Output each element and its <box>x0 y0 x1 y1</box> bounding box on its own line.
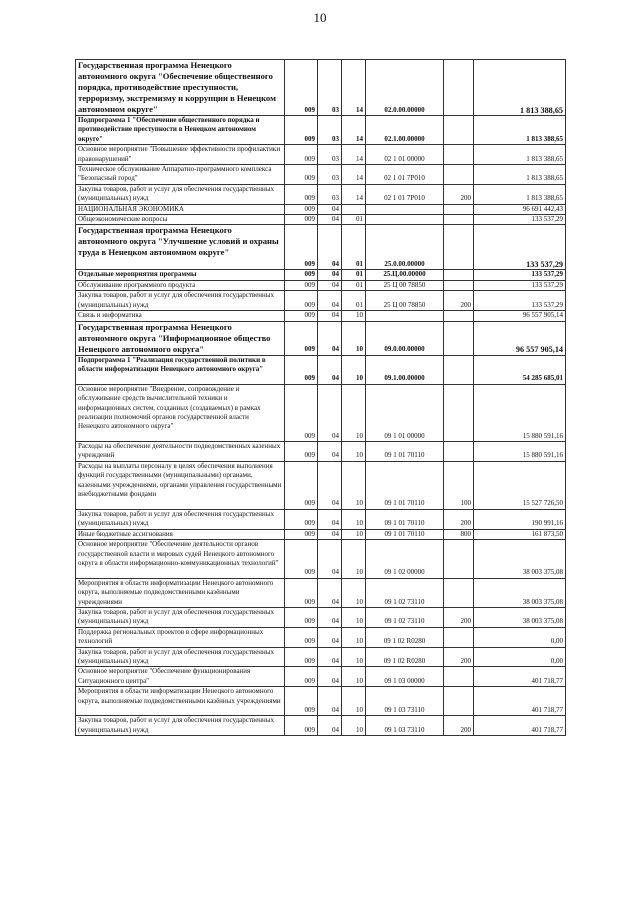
section-code-cell: 04 <box>318 270 342 280</box>
amount-cell: 401 718,77 <box>474 687 566 716</box>
table-row <box>76 627 566 647</box>
section-code-cell: 03 <box>318 60 342 116</box>
table-row <box>76 321 566 355</box>
row-name-cell: Закупка товаров, работ и услуг для обеспечения государственных (муниципальных) нужд <box>76 716 285 736</box>
target-article-cell: 25 Ц 00 78850 <box>366 291 444 311</box>
row-name-cell: Подпрограмма 1 "Реализация государственной политики в области информатизации Ненецкого автономного округа" <box>76 355 285 384</box>
table-row <box>76 184 566 204</box>
section-code-cell: 04 <box>318 540 342 579</box>
section-code-cell: 04 <box>318 578 342 607</box>
target-article-cell <box>366 311 444 321</box>
target-article-cell: 09.1.00.00000 <box>366 355 444 384</box>
amount-cell: 0,00 <box>474 627 566 647</box>
expense-type-cell <box>444 540 474 579</box>
expense-type-cell: 100 <box>444 461 474 509</box>
section-code-cell: 04 <box>318 607 342 627</box>
ministry-code-cell: 009 <box>285 165 318 185</box>
section-code-cell: 04 <box>318 687 342 716</box>
row-name-cell: Отдельные мероприятия программы <box>76 270 285 280</box>
amount-cell: 38 003 375,08 <box>474 578 566 607</box>
amount-cell: 1 813 388,65 <box>474 165 566 185</box>
amount-cell: 1 813 388,65 <box>474 184 566 204</box>
section-code-cell: 04 <box>318 215 342 225</box>
row-name-cell: Связь и информатика <box>76 311 285 321</box>
table-row <box>76 384 566 441</box>
section-code-cell: 04 <box>318 280 342 290</box>
section-code-cell: 04 <box>318 509 342 529</box>
row-name-cell: Мероприятия в области информатизации Ненецкого автономного округа, выполняемые подведомственными казёнными учреждениями <box>76 578 285 607</box>
ministry-code-cell: 009 <box>285 311 318 321</box>
section-code-cell: 04 <box>318 204 342 214</box>
table-row <box>76 291 566 311</box>
ministry-code-cell: 009 <box>285 529 318 539</box>
table-row <box>76 116 566 145</box>
row-name-cell: Расходы на обеспечение деятельности подведомственных казенных учреждений <box>76 442 285 462</box>
section-code-cell: 04 <box>318 291 342 311</box>
ministry-code-cell: 009 <box>285 716 318 736</box>
section-code-cell: 04 <box>318 355 342 384</box>
subsection-code-cell: 10 <box>342 647 366 667</box>
subsection-code-cell: 01 <box>342 225 366 270</box>
amount-cell: 38 003 375,08 <box>474 540 566 579</box>
amount-cell: 401 718,77 <box>474 716 566 736</box>
ministry-code-cell: 009 <box>285 116 318 145</box>
row-name-cell: Государственная программа Ненецкого автономного округа "Улучшение условий и охраны труда в Ненецком автономном округе" <box>76 225 285 270</box>
table-row <box>76 647 566 667</box>
expense-type-cell <box>444 687 474 716</box>
row-name-cell: Мероприятия в области информатизации Ненецкого автономного округа, выполняемые подведомственными казённых учреждениями <box>76 687 285 716</box>
ministry-code-cell: 009 <box>285 540 318 579</box>
row-name-cell: Закупка товаров, работ и услуг для обеспечения государственных (муниципальных) нужд <box>76 509 285 529</box>
ministry-code-cell: 009 <box>285 225 318 270</box>
amount-cell: 96 557 905,14 <box>474 321 566 355</box>
target-article-cell: 09 1 02 R0280 <box>366 647 444 667</box>
row-name-cell: Расходы на выплаты персоналу в целях обеспечения выполнения функций государственными (муниципальными) органами, казенными учреждениями, органами управления государственными внебюджетными фондами <box>76 461 285 509</box>
subsection-code-cell: 10 <box>342 529 366 539</box>
row-name-cell: Иные бюджетные ассигнования <box>76 529 285 539</box>
amount-cell: 96 557 905,14 <box>474 311 566 321</box>
amount-cell: 190 991,16 <box>474 509 566 529</box>
expense-type-cell: 200 <box>444 291 474 311</box>
table-row <box>76 145 566 165</box>
ministry-code-cell: 009 <box>285 355 318 384</box>
amount-cell: 133 537,29 <box>474 280 566 290</box>
section-code-cell: 04 <box>318 321 342 355</box>
subsection-code-cell: 14 <box>342 145 366 165</box>
table-row <box>76 509 566 529</box>
amount-cell: 1 813 388,65 <box>474 145 566 165</box>
table-row <box>76 60 566 116</box>
ministry-code-cell: 009 <box>285 442 318 462</box>
expense-type-cell: 200 <box>444 647 474 667</box>
table-row <box>76 270 566 280</box>
target-article-cell: 09 1 01 70110 <box>366 529 444 539</box>
expense-type-cell <box>444 384 474 441</box>
subsection-code-cell: 10 <box>342 667 366 687</box>
row-name-cell: Общеэкономические вопросы <box>76 215 285 225</box>
table-row <box>76 165 566 185</box>
subsection-code-cell: 10 <box>342 461 366 509</box>
subsection-code-cell: 01 <box>342 215 366 225</box>
subsection-code-cell: 10 <box>342 355 366 384</box>
target-article-cell: 09 1 01 00000 <box>366 384 444 441</box>
row-name-cell: Закупка товаров, работ и услуг для обеспечения государственных (муниципальных) нужд <box>76 607 285 627</box>
expense-type-cell: 200 <box>444 607 474 627</box>
section-code-cell: 03 <box>318 145 342 165</box>
target-article-cell: 09 1 03 73110 <box>366 716 444 736</box>
subsection-code-cell: 10 <box>342 442 366 462</box>
expense-type-cell <box>444 215 474 225</box>
ministry-code-cell: 009 <box>285 204 318 214</box>
subsection-code-cell: 10 <box>342 687 366 716</box>
ministry-code-cell: 009 <box>285 184 318 204</box>
amount-cell: 401 718,77 <box>474 667 566 687</box>
ministry-code-cell: 009 <box>285 291 318 311</box>
budget-table <box>75 59 566 736</box>
table-row <box>76 540 566 579</box>
expense-type-cell: 200 <box>444 184 474 204</box>
amount-cell: 133 537,29 <box>474 270 566 280</box>
amount-cell: 38 003 375,08 <box>474 607 566 627</box>
expense-type-cell <box>444 225 474 270</box>
row-name-cell: Основное мероприятие "Обеспечение деятельности органов государственной власти и мировых судей Ненецкого автономного округа в области информационно-коммуникационных технологий" <box>76 540 285 579</box>
expense-type-cell <box>444 321 474 355</box>
table-row <box>76 578 566 607</box>
amount-cell: 15 527 726,50 <box>474 461 566 509</box>
ministry-code-cell: 009 <box>285 578 318 607</box>
expense-type-cell <box>444 270 474 280</box>
table-row <box>76 529 566 539</box>
subsection-code-cell: 14 <box>342 60 366 116</box>
row-name-cell: Закупка товаров, работ и услуг для обеспечения государственных (муниципальных) нужд <box>76 647 285 667</box>
subsection-code-cell: 10 <box>342 607 366 627</box>
ministry-code-cell: 009 <box>285 687 318 716</box>
target-article-cell: 25.Ц.00.00000 <box>366 270 444 280</box>
budget-table-body <box>76 60 566 736</box>
ministry-code-cell: 009 <box>285 461 318 509</box>
expense-type-cell <box>444 667 474 687</box>
target-article-cell: 25.0.00.00000 <box>366 225 444 270</box>
row-name-cell: Подпрограмма 1 "Обеспечение общественного порядка и противодействие преступности в Ненецком автономном округе" <box>76 116 285 145</box>
ministry-code-cell: 009 <box>285 627 318 647</box>
row-name-cell: Закупка товаров, работ и услуг для обеспечения государственных (муниципальных) нужд <box>76 184 285 204</box>
expense-type-cell <box>444 355 474 384</box>
subsection-code-cell: 10 <box>342 384 366 441</box>
table-row <box>76 204 566 214</box>
subsection-code-cell: 10 <box>342 716 366 736</box>
expense-type-cell: 200 <box>444 509 474 529</box>
target-article-cell: 25 Ц 00 78850 <box>366 280 444 290</box>
ministry-code-cell: 009 <box>285 270 318 280</box>
row-name-cell: Основное мероприятие "Внедрение, сопровождение и обслуживание средств вычислительной техники и информационных систем, созданных (создаваемых) в рамках реализации полномочий органов государственной власти Ненецкого автономного округа" <box>76 384 285 441</box>
expense-type-cell <box>444 60 474 116</box>
subsection-code-cell: 10 <box>342 509 366 529</box>
amount-cell: 54 285 685,01 <box>474 355 566 384</box>
table-row <box>76 225 566 270</box>
target-article-cell: 02.0.00.00000 <box>366 60 444 116</box>
target-article-cell: 02 1 01 00000 <box>366 145 444 165</box>
expense-type-cell <box>444 578 474 607</box>
section-code-cell: 03 <box>318 184 342 204</box>
table-row <box>76 607 566 627</box>
ministry-code-cell: 009 <box>285 509 318 529</box>
page-number: 10 <box>313 10 327 25</box>
expense-type-cell: 200 <box>444 716 474 736</box>
subsection-code-cell: 01 <box>342 291 366 311</box>
expense-type-cell <box>444 145 474 165</box>
amount-cell: 133 537,29 <box>474 215 566 225</box>
table-row <box>76 311 566 321</box>
row-name-cell: Техническое обслуживание Аппаратно-программного комплекса "Безопасный город" <box>76 165 285 185</box>
table-row <box>76 215 566 225</box>
expense-type-cell <box>444 116 474 145</box>
target-article-cell: 09 1 01 70110 <box>366 442 444 462</box>
amount-cell: 0,00 <box>474 647 566 667</box>
section-code-cell: 04 <box>318 627 342 647</box>
subsection-code-cell: 14 <box>342 116 366 145</box>
section-code-cell: 04 <box>318 442 342 462</box>
subsection-code-cell: 14 <box>342 184 366 204</box>
target-article-cell: 09.0.00.00000 <box>366 321 444 355</box>
section-code-cell: 04 <box>318 716 342 736</box>
section-code-cell: 04 <box>318 667 342 687</box>
amount-cell: 1 813 388,65 <box>474 116 566 145</box>
table-row <box>76 355 566 384</box>
subsection-code-cell: 10 <box>342 540 366 579</box>
row-name-cell: Основное мероприятие "Повышение эффективности профилактики правонарушений" <box>76 145 285 165</box>
table-row <box>76 280 566 290</box>
row-name-cell: Государственная программа Ненецкого автономного округа "Информационное общество Ненецкого автономного округа" <box>76 321 285 355</box>
target-article-cell: 09 1 01 70110 <box>366 509 444 529</box>
subsection-code-cell: 10 <box>342 627 366 647</box>
expense-type-cell <box>444 280 474 290</box>
row-name-cell: Государственная программа Ненецкого автономного округа "Обеспечение общественного порядка, противодействие преступности, терроризму, экстремизму и коррупции в Ненецком автономном округе" <box>76 60 285 116</box>
ministry-code-cell: 009 <box>285 321 318 355</box>
ministry-code-cell: 009 <box>285 384 318 441</box>
ministry-code-cell: 009 <box>285 145 318 165</box>
target-article-cell: 09 1 02 73110 <box>366 607 444 627</box>
subsection-code-cell: 14 <box>342 165 366 185</box>
row-name-cell: НАЦИОНАЛЬНАЯ ЭКОНОМИКА <box>76 204 285 214</box>
section-code-cell: 03 <box>318 165 342 185</box>
row-name-cell: Обслуживание программного продукта <box>76 280 285 290</box>
table-row <box>76 461 566 509</box>
ministry-code-cell: 009 <box>285 215 318 225</box>
section-code-cell: 04 <box>318 529 342 539</box>
target-article-cell: 09 1 02 73110 <box>366 578 444 607</box>
amount-cell: 133 537,29 <box>474 291 566 311</box>
target-article-cell: 09 1 03 73110 <box>366 687 444 716</box>
expense-type-cell <box>444 204 474 214</box>
amount-cell: 15 880 591,16 <box>474 442 566 462</box>
table-row <box>76 667 566 687</box>
expense-type-cell <box>444 627 474 647</box>
subsection-code-cell: 10 <box>342 311 366 321</box>
target-article-cell: 09 1 02 R0280 <box>366 627 444 647</box>
target-article-cell: 02 1 01 7Р010 <box>366 184 444 204</box>
target-article-cell: 02.1.00.00000 <box>366 116 444 145</box>
ministry-code-cell: 009 <box>285 647 318 667</box>
section-code-cell: 04 <box>318 461 342 509</box>
expense-type-cell <box>444 442 474 462</box>
section-code-cell: 03 <box>318 116 342 145</box>
target-article-cell: 02 1 01 7Р010 <box>366 165 444 185</box>
subsection-code-cell <box>342 204 366 214</box>
subsection-code-cell: 01 <box>342 280 366 290</box>
amount-cell: 133 537,29 <box>474 225 566 270</box>
ministry-code-cell: 009 <box>285 60 318 116</box>
row-name-cell: Основное мероприятие "Обеспечение функционирования Ситуационного центра" <box>76 667 285 687</box>
ministry-code-cell: 009 <box>285 607 318 627</box>
expense-type-cell <box>444 165 474 185</box>
section-code-cell: 04 <box>318 647 342 667</box>
subsection-code-cell: 10 <box>342 578 366 607</box>
ministry-code-cell: 009 <box>285 280 318 290</box>
row-name-cell: Закупка товаров, работ и услуг для обеспечения государственных (муниципальных) нужд <box>76 291 285 311</box>
target-article-cell: 09 1 02 00000 <box>366 540 444 579</box>
table-row <box>76 442 566 462</box>
target-article-cell: 09 1 03 00000 <box>366 667 444 687</box>
subsection-code-cell: 01 <box>342 270 366 280</box>
row-name-cell: Поддержка региональных проектов в сфере информационных технологий <box>76 627 285 647</box>
section-code-cell: 04 <box>318 225 342 270</box>
target-article-cell <box>366 215 444 225</box>
subsection-code-cell: 10 <box>342 321 366 355</box>
amount-cell: 161 873,50 <box>474 529 566 539</box>
table-row <box>76 716 566 736</box>
target-article-cell: 09 1 01 70110 <box>366 461 444 509</box>
section-code-cell: 04 <box>318 311 342 321</box>
target-article-cell <box>366 204 444 214</box>
expense-type-cell: 800 <box>444 529 474 539</box>
section-code-cell: 04 <box>318 384 342 441</box>
amount-cell: 15 880 591,16 <box>474 384 566 441</box>
amount-cell: 1 813 388,65 <box>474 60 566 116</box>
ministry-code-cell: 009 <box>285 667 318 687</box>
amount-cell: 96 691 442,43 <box>474 204 566 214</box>
table-row <box>76 687 566 716</box>
expense-type-cell <box>444 311 474 321</box>
